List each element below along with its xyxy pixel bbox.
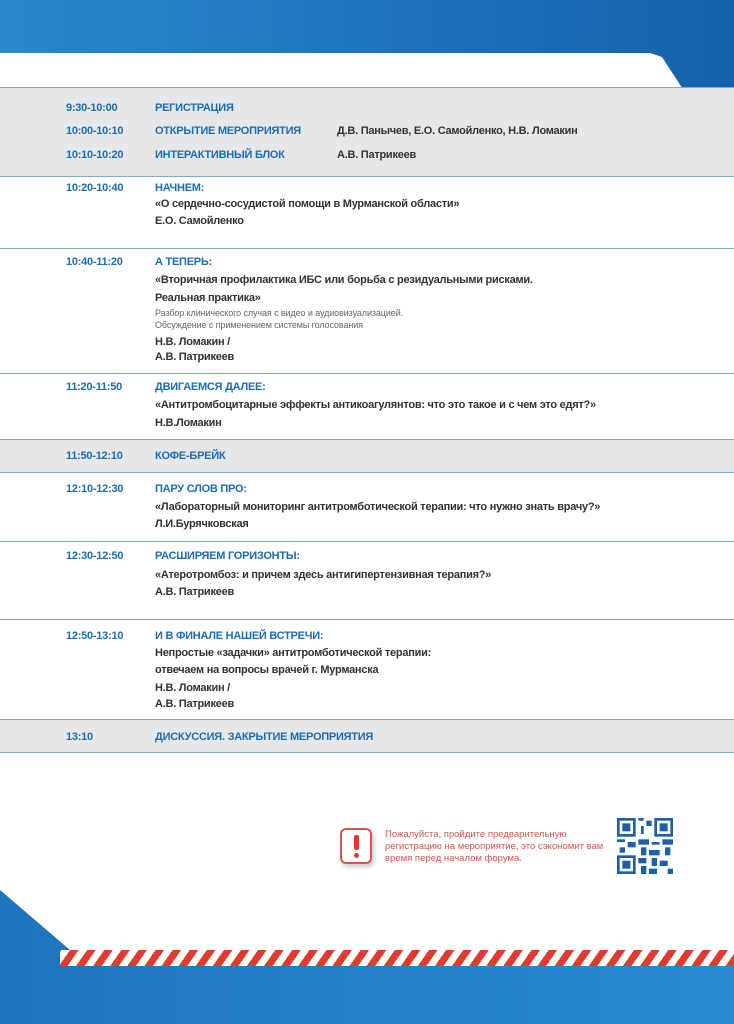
- title: ДИСКУССИЯ. ЗАКРЫТИЕ МЕРОПРИЯТИЯ: [155, 731, 374, 743]
- session-row: [0, 541, 734, 619]
- registration-notice: Пожалуйста, пройдите предварительную регистрацию на мероприятие, это сэкономит вам время перед началом форума.: [385, 829, 604, 864]
- note: Разбор клинического случая с видео и аудиовизуализацией.: [155, 308, 404, 318]
- time: 12:30-12:50: [66, 550, 124, 562]
- speaker: Л.И.Бурячковская: [155, 518, 249, 530]
- time: 11:50-12:10: [66, 450, 123, 462]
- speaker: Е.О. Самойленко: [155, 215, 244, 227]
- time: 10:00-10:10: [66, 125, 124, 137]
- title: ПАРУ СЛОВ ПРО:: [155, 483, 247, 495]
- time: 12:50-13:10: [66, 630, 124, 642]
- title: ОТКРЫТИЕ МЕРОПРИЯТИЯ: [155, 125, 301, 137]
- stripe-decoration: [60, 950, 734, 966]
- speaker: А.В. Патрикеев: [155, 698, 234, 710]
- title: ДВИГАЕМСЯ ДАЛЕЕ:: [155, 381, 266, 393]
- talk: «Антитромбоцитарные эффекты антикоагулянтов: что это такое и с чем это едят?»: [155, 399, 596, 411]
- title: ИНТЕРАКТИВНЫЙ БЛОК: [155, 149, 285, 161]
- speaker: А.В. Патрикеев: [155, 351, 234, 363]
- title: А ТЕПЕРЬ:: [155, 256, 212, 268]
- session-row: [0, 176, 734, 248]
- title: И В ФИНАЛЕ НАШЕЙ ВСТРЕЧИ:: [155, 630, 324, 642]
- exclamation-icon: [340, 828, 372, 864]
- speaker: Н.В. Ломакин /: [155, 336, 230, 348]
- talk: «Лабораторный мониторинг антитромботической терапии: что нужно знать врачу?»: [155, 501, 601, 513]
- coffee-break-row: [0, 439, 734, 472]
- time: 10:40-11:20: [66, 256, 123, 268]
- talk: отвечаем на вопросы врачей г. Мурманска: [155, 664, 379, 676]
- time: 10:20-10:40: [66, 182, 124, 194]
- talk: «Атеротромбоз: и причем здесь антигипертензивная терапия?»: [155, 569, 492, 581]
- qr-code[interactable]: [617, 818, 673, 874]
- time: 12:10-12:30: [66, 483, 124, 495]
- talk: «Вторичная профилактика ИБС или борьба с резидуальными рисками.: [155, 274, 533, 286]
- session-row: [0, 248, 734, 373]
- session-row: [0, 472, 734, 541]
- speaker: А.В. Патрикеев: [155, 586, 234, 598]
- title: НАЧНЕМ:: [155, 182, 205, 194]
- talk: Непростые «задачки» антитромботической терапии:: [155, 647, 432, 659]
- talk: Реальная практика»: [155, 292, 261, 304]
- speaker: Н.В. Ломакин /: [155, 682, 230, 694]
- talk: «О сердечно-сосудистой помощи в Мурманской области»: [155, 198, 460, 210]
- opening-block: [0, 87, 734, 176]
- note: Обсуждение с применением системы голосования: [155, 320, 363, 330]
- session-row: [0, 373, 734, 439]
- title: РАСШИРЯЕМ ГОРИЗОНТЫ:: [155, 550, 300, 562]
- speaker: Н.В.Ломакин: [155, 417, 222, 429]
- closing-row: [0, 719, 734, 753]
- title: РЕГИСТРАЦИЯ: [155, 102, 234, 114]
- time: 9:30-10:00: [66, 102, 118, 114]
- speaker: А.В. Патрикеев: [337, 149, 416, 161]
- time: 13:10: [66, 731, 93, 743]
- time: 11:20-11:50: [66, 381, 122, 393]
- time: 10:10-10:20: [66, 149, 124, 161]
- session-row: [0, 619, 734, 719]
- speaker: Д.В. Панычев, Е.О. Самойленко, Н.В. Ломакин: [337, 125, 578, 137]
- title: КОФЕ-БРЕЙК: [155, 450, 226, 462]
